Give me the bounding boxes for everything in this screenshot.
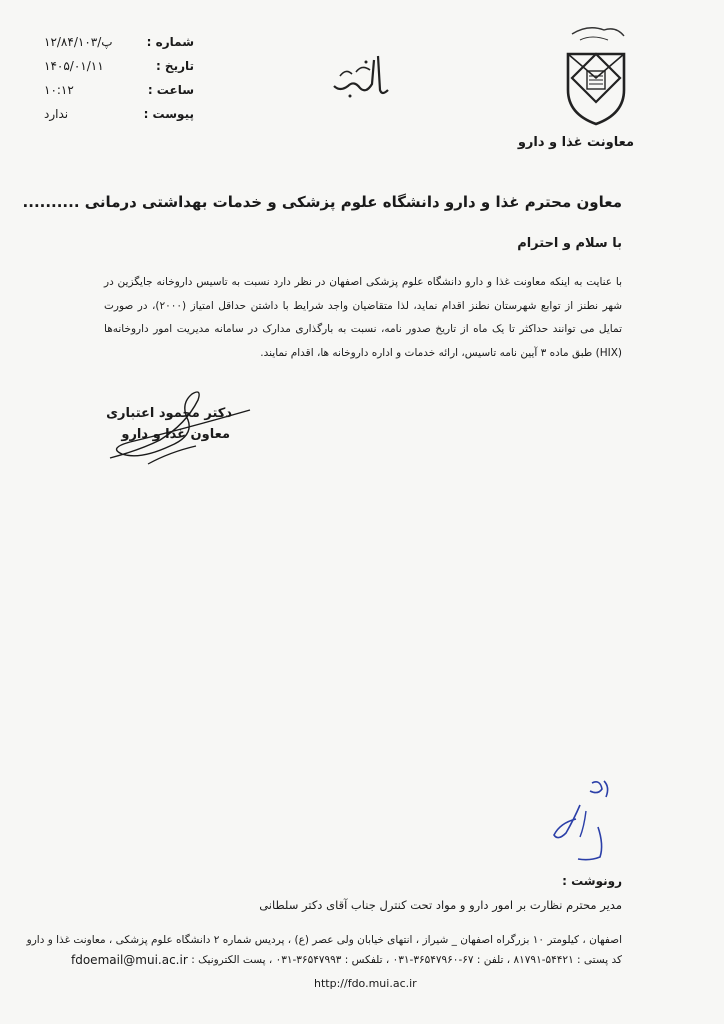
handwritten-signature	[100, 380, 260, 470]
meta-date	[44, 54, 194, 78]
copy-to-recipient: مدیر محترم نظارت بر امور دارو و مواد تحت کنترل جناب آقای دکتر سلطانی	[259, 898, 622, 912]
footer-contact: کد پستی : ۵۴۴۲۱-۸۱۷۹۱ ، تلفن : ۶۷-۳۶۵۴۷۹۶۰-۰۳۱ ، تلفکس : ۳۶۵۴۷۹۹۳-۰۳۱ ، پست الکترونیک :	[191, 954, 622, 966]
letter-body: با عنایت به اینکه معاونت غذا و دارو دانشگاه علوم پزشکی اصفهان در نظر دارد نسبت به تاسیس داروخانه جایگزین در شهر نطنز از توابع شهرستان نطنز اقدام نماید، لذا متقاضیان واجد شرایط با داشتن حداقل امتیاز (۲۰۰۰)، در صورت تمایل می توانند حداکثر تا یک ماه از تاریخ صدور نامه، نسبت به بارگذاری مدارک در سامانه مدیریت امور داروخانه‌ها (HIX) طبق ماده ۳ آیین نامه تاسیس، ارائه خدمات و اداره داروخانه ها، اقدام نمایند.	[104, 276, 623, 359]
bismillah-calligraphy	[326, 46, 398, 102]
meta-date-value: ۱۴۰۵/۰۱/۱۱	[44, 59, 104, 73]
meta-number-label: شماره :	[146, 35, 194, 49]
signer-name: دکتر محمود اعتباری	[106, 406, 232, 421]
meta-attachment-value: ندارد	[44, 107, 69, 121]
meta-number	[44, 30, 194, 54]
meta-time-value: ۱۰:۱۲	[44, 83, 74, 97]
department-name: معاونت غذا و دارو	[517, 135, 634, 150]
greeting: با سلام و احترام	[517, 236, 622, 251]
letter-meta	[44, 30, 194, 126]
meta-time-label: ساعت :	[147, 83, 194, 97]
signer-title: معاون غذا و دارو	[121, 427, 230, 442]
meta-time	[44, 78, 194, 102]
meta-date-label: تاریخ :	[155, 59, 194, 73]
meta-number-value: پ/۱۲/۸۴/۱۰۳	[44, 35, 113, 49]
university-logo	[558, 24, 634, 128]
footer-website: http://fdo.mui.ac.ir	[314, 977, 417, 990]
copy-to-label: رونوشت :	[562, 874, 622, 888]
handwritten-note	[540, 775, 620, 865]
meta-attachment-label: پیوست :	[143, 107, 194, 121]
signature-block	[100, 380, 260, 470]
addressee: معاون محترم غذا و دارو دانشگاه علوم پزشکی و خدمات بهداشتی درمانی ..........	[22, 193, 622, 211]
meta-attachment	[44, 102, 194, 126]
footer-email: fdoemail@mui.ac.ir	[71, 953, 188, 967]
footer-address: اصفهان ، کیلومتر ۱۰ بزرگراه اصفهان _ شیراز ، انتهای خیابان ولی عصر (ع) ، پردیس شماره ۲ دانشگاه علوم پزشکی ، معاونت غذا و دارو	[26, 934, 622, 946]
